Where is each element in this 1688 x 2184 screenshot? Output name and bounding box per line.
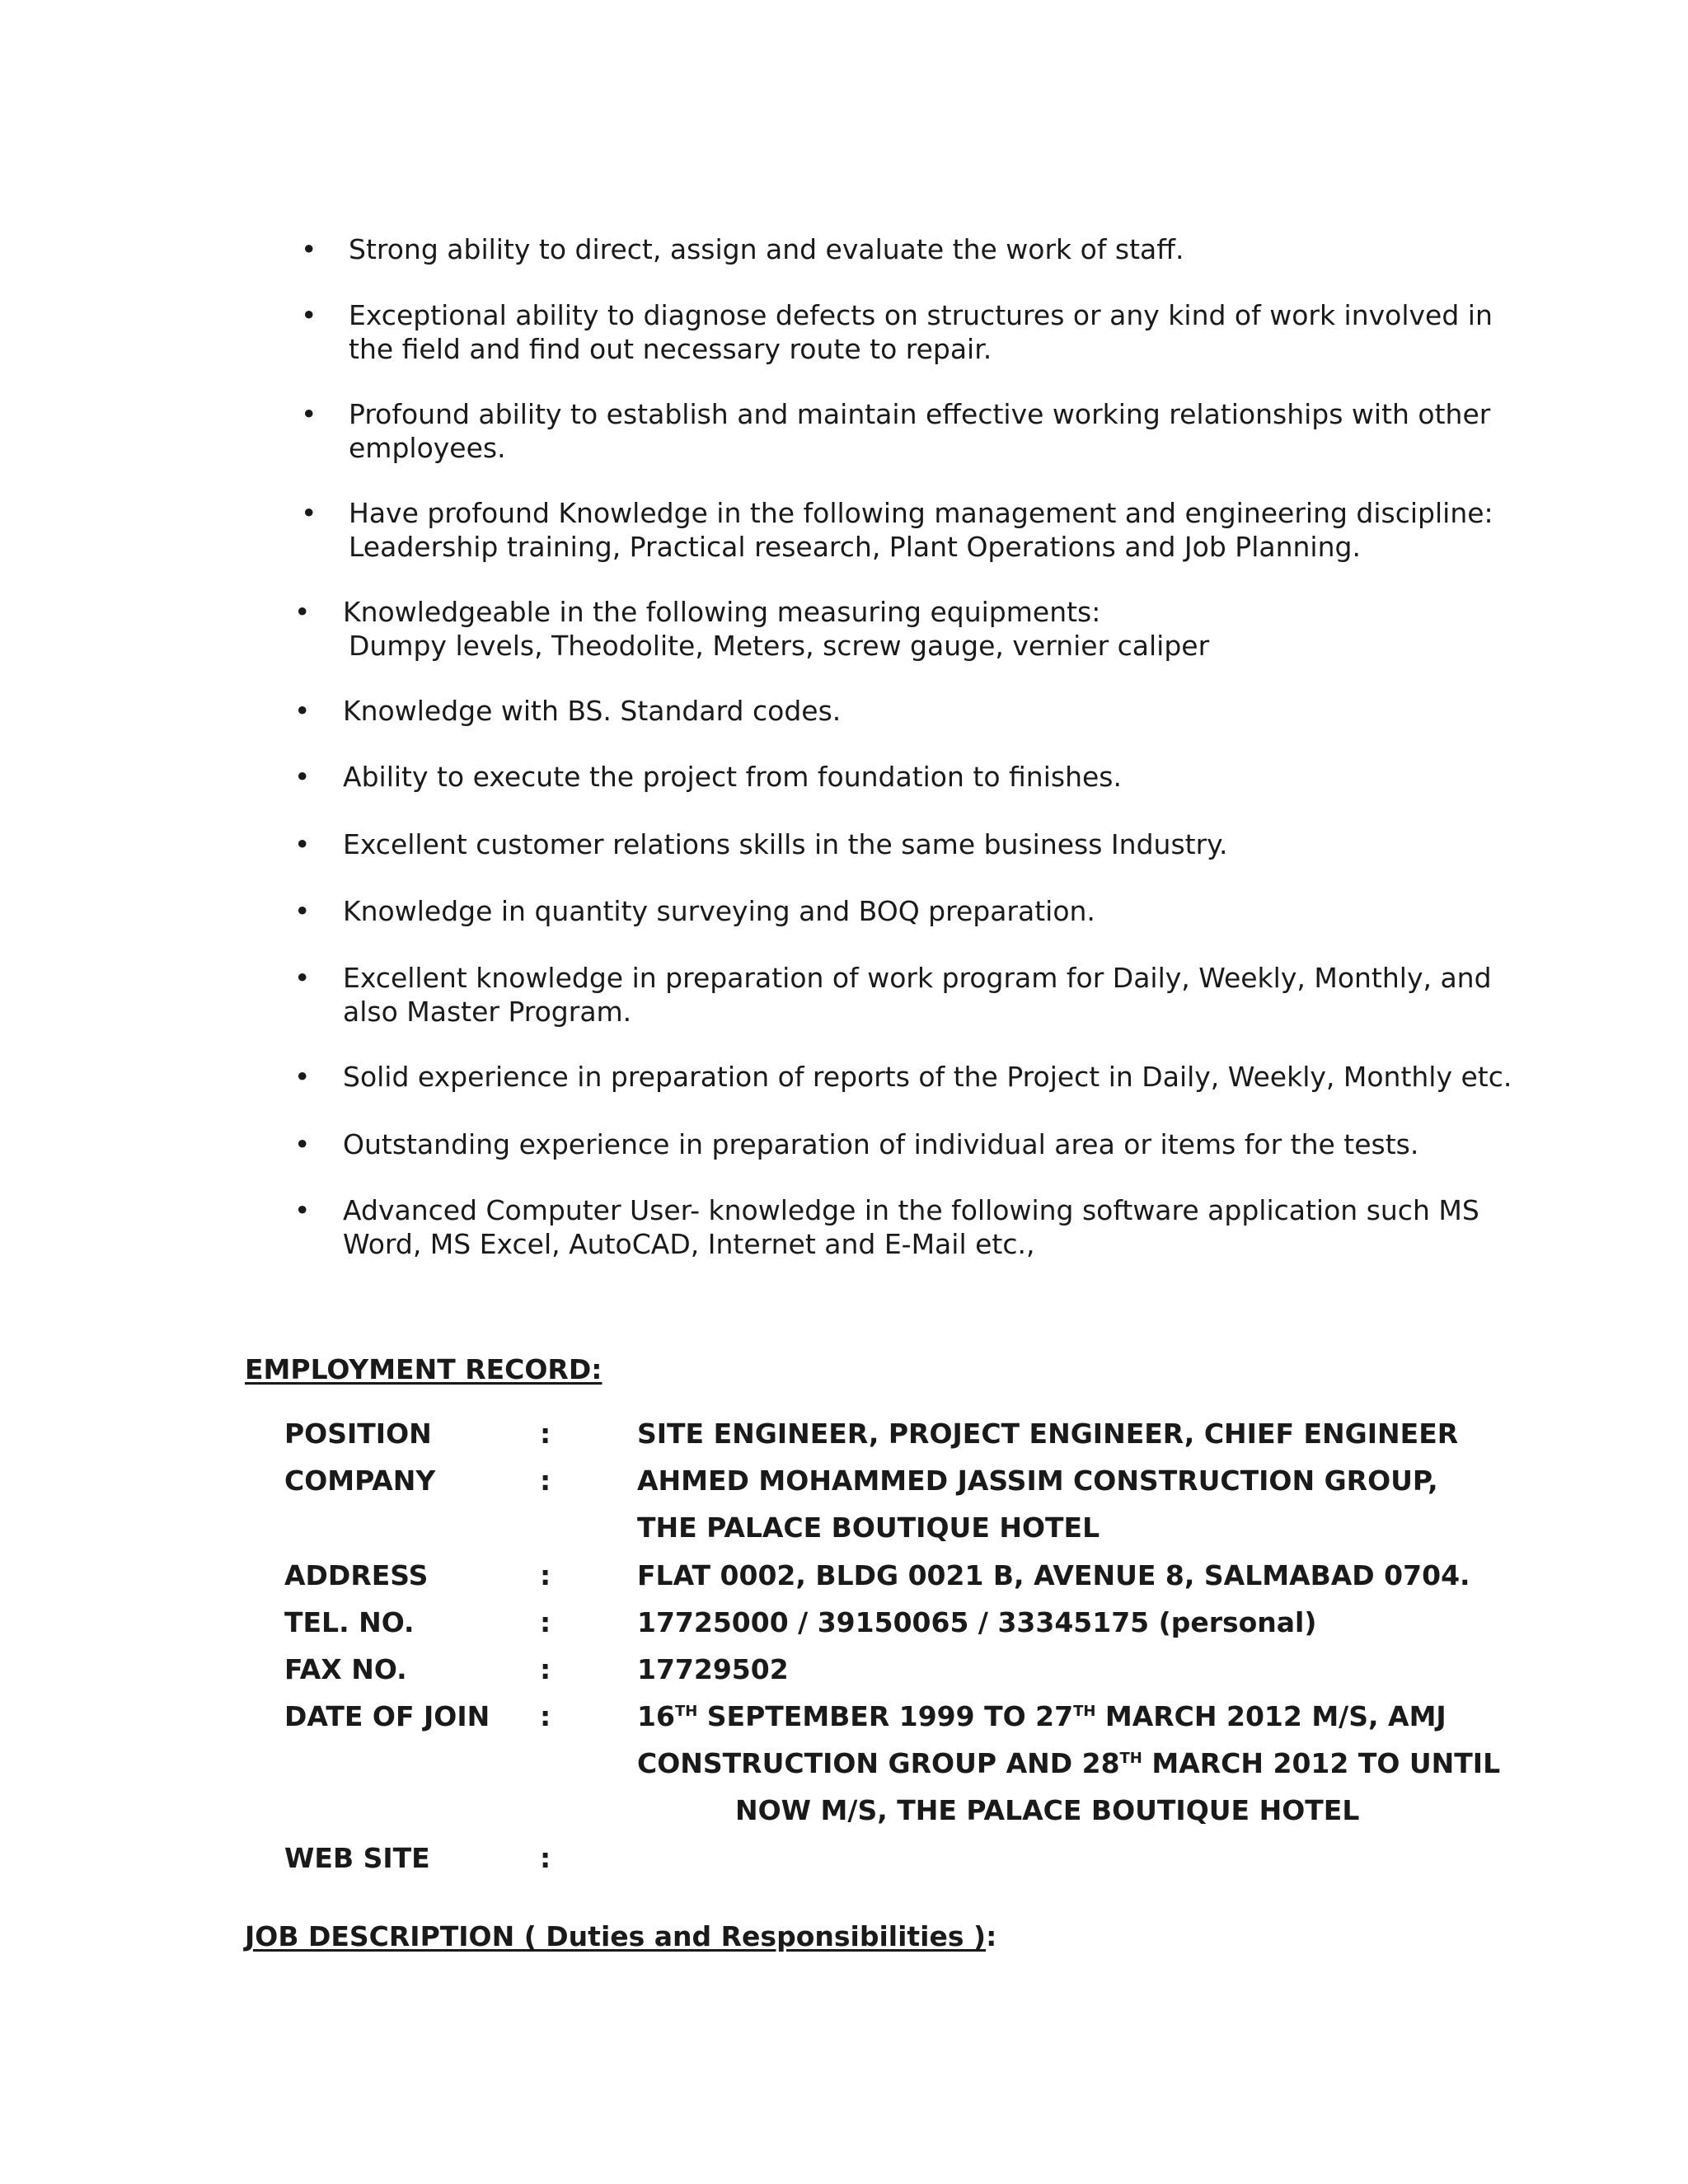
bullet-text-line: Dumpy levels, Theodolite, Meters, screw gauge, vernier caliper	[349, 630, 1210, 662]
join-sup3: TH	[1119, 1750, 1142, 1767]
join-sup1: TH	[674, 1703, 698, 1720]
bullet-dot-icon: •	[294, 1194, 311, 1226]
bullet-dot-icon: •	[301, 299, 317, 331]
bullet-text-line: Knowledge in quantity surveying and BOQ preparation.	[343, 895, 1095, 927]
bullet-text-line: Word, MS Excel, AutoCAD, Internet and E-Mail etc.,	[343, 1228, 1035, 1260]
website-label: WEB SITE	[284, 1842, 430, 1874]
bullet-text-line: the field and find out necessary route to repair.	[349, 333, 992, 365]
position-label: POSITION	[284, 1418, 432, 1450]
bullet-dot-icon: •	[301, 233, 317, 265]
bullet-text-line: Exceptional ability to diagnose defects on structures or any kind of work involved in	[349, 299, 1493, 331]
bullet-text-line: Solid experience in preparation of reports of the Project in Daily, Weekly, Monthly etc.	[343, 1061, 1512, 1093]
bullet-text-line: also Master Program.	[343, 996, 632, 1028]
bullet-text-line: Excellent customer relations skills in the same business Industry.	[343, 828, 1228, 860]
bullet-text-line: Advanced Computer User- knowledge in the following software application such MS	[343, 1194, 1479, 1226]
address-colon: :	[540, 1559, 551, 1591]
bullet-dot-icon: •	[294, 596, 311, 628]
join-text3: CONSTRUCTION GROUP AND 28	[637, 1747, 1120, 1779]
job-description-colon: :	[986, 1920, 997, 1952]
bullet-dot-icon: •	[294, 761, 311, 793]
tel-colon: :	[540, 1606, 551, 1638]
address-label: ADDRESS	[284, 1559, 429, 1591]
bullet-dot-icon: •	[294, 895, 311, 927]
bullet-text-line: Ability to execute the project from foundation to finishes.	[343, 761, 1122, 793]
website-colon: :	[540, 1842, 551, 1874]
company-value-line1: AHMED MOHAMMED JASSIM CONSTRUCTION GROUP,	[637, 1465, 1438, 1497]
employment-record-heading: EMPLOYMENT RECORD:	[245, 1353, 603, 1385]
bullet-text-line: Leadership training, Practical research, Plant Operations and Job Planning.	[349, 531, 1361, 563]
bullet-dot-icon: •	[294, 962, 311, 994]
bullet-text-line: Profound ability to establish and maintain effective working relationships with other	[349, 398, 1491, 430]
join-day1: 16	[637, 1700, 675, 1732]
position-value: SITE ENGINEER, PROJECT ENGINEER, CHIEF ENGINEER	[637, 1418, 1459, 1450]
bullet-dot-icon: •	[301, 398, 317, 430]
bullet-text-line: Knowledgeable in the following measuring equipments:	[343, 596, 1101, 628]
bullet-text-line: employees.	[349, 432, 506, 464]
join-sup2: TH	[1073, 1703, 1096, 1720]
date-of-join-line2	[637, 1747, 1500, 1779]
join-text1: SEPTEMBER 1999 TO 27	[697, 1700, 1074, 1732]
bullet-dot-icon: •	[294, 1061, 311, 1093]
date-of-join-label: DATE OF JOIN	[284, 1700, 490, 1732]
tel-label: TEL. NO.	[284, 1606, 415, 1638]
bullet-dot-icon: •	[294, 1128, 311, 1160]
bullet-text-line: Outstanding experience in preparation of individual area or items for the tests.	[343, 1128, 1419, 1160]
fax-colon: :	[540, 1653, 551, 1685]
bullet-text-line: Have profound Knowledge in the following management and engineering discipline:	[349, 497, 1493, 529]
date-of-join-colon: :	[540, 1700, 551, 1732]
tel-value: 17725000 / 39150065 / 33345175 (personal)	[637, 1606, 1317, 1638]
address-value: FLAT 0002, BLDG 0021 B, AVENUE 8, SALMABAD 0704.	[637, 1559, 1470, 1591]
company-label: COMPANY	[284, 1465, 436, 1497]
job-description-heading	[245, 1920, 996, 1952]
bullet-dot-icon: •	[294, 695, 311, 727]
join-text2: MARCH 2012 M/S, AMJ	[1095, 1700, 1447, 1732]
fax-label: FAX NO.	[284, 1653, 407, 1685]
date-of-join-line1	[637, 1700, 1447, 1732]
company-value-line2: THE PALACE BOUTIQUE HOTEL	[637, 1511, 1100, 1544]
bullet-text-line: Strong ability to direct, assign and evaluate the work of staff.	[349, 233, 1184, 265]
bullet-text-line: Knowledge with BS. Standard codes.	[343, 695, 842, 727]
bullet-text-line: Excellent knowledge in preparation of work program for Daily, Weekly, Monthly, and	[343, 962, 1492, 994]
date-of-join-line3: NOW M/S, THE PALACE BOUTIQUE HOTEL	[735, 1794, 1360, 1826]
bullet-dot-icon: •	[301, 497, 317, 529]
bullet-dot-icon: •	[294, 828, 311, 860]
job-description-title: JOB DESCRIPTION ( Duties and Responsibilities )	[245, 1920, 987, 1952]
company-colon: :	[540, 1465, 551, 1497]
position-colon: :	[540, 1418, 551, 1450]
fax-value: 17729502	[637, 1653, 789, 1685]
join-text4: MARCH 2012 TO UNTIL	[1142, 1747, 1501, 1779]
